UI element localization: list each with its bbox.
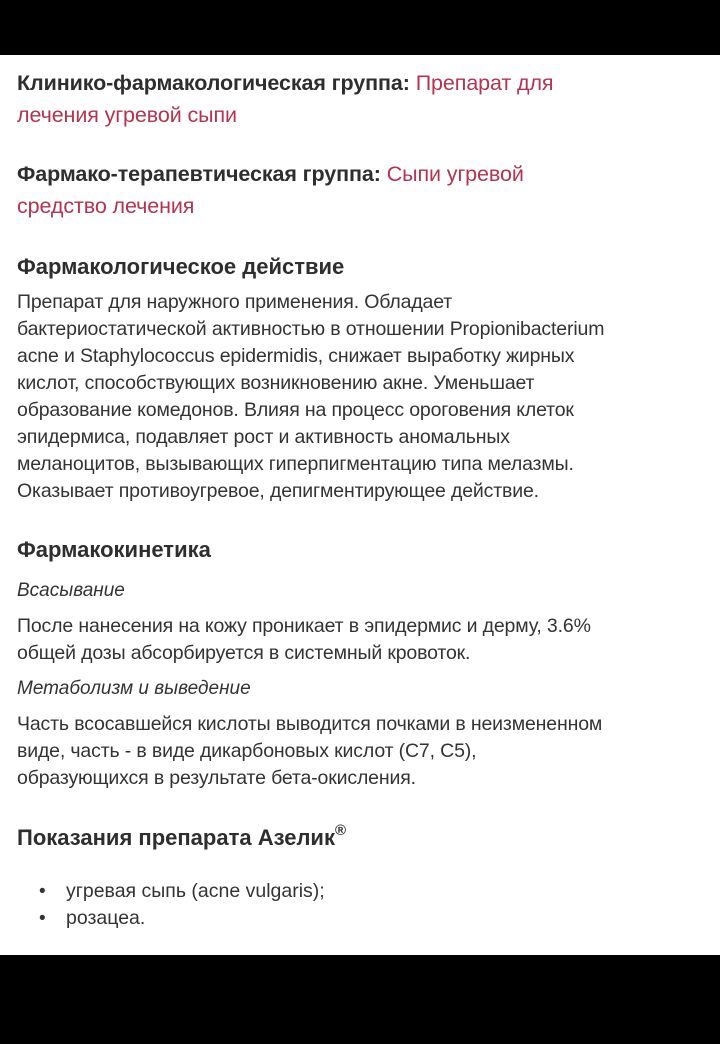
- therapeutic-group: [17, 158, 524, 222]
- clinical-group-label: Клинико-фармакологическая группа:: [17, 71, 410, 95]
- absorption-title: Всасывание: [17, 580, 125, 601]
- pharm-action-line: образование комедонов. Влияя на процесс ороговения клеток: [17, 399, 574, 421]
- metabolism-line: виде, часть - в виде дикарбоновых кислот (C7, C5),: [17, 740, 477, 762]
- indications-heading-text: Показания препарата Азелик: [17, 825, 335, 850]
- indications-section: [17, 823, 707, 932]
- list-item-text: угревая сыпь (acne vulgaris);: [66, 880, 325, 902]
- pharm-action-line: Оказывает противоугревое, депигментирующее действие.: [17, 480, 539, 502]
- list-item-text: розацеа.: [66, 907, 146, 929]
- absorption-line: После нанесения на кожу проникает в эпидермис и дерму, 3.6%: [17, 615, 591, 637]
- pharm-action-text: [17, 289, 707, 505]
- list-item: [17, 878, 707, 905]
- metabolism-text: [17, 711, 707, 792]
- pharm-action-line: эпидермиса, подавляет рост и активность аномальных: [17, 426, 510, 448]
- bullet: •: [39, 881, 46, 902]
- therapeutic-group-value-1: Сыпи угревой: [386, 162, 524, 186]
- clinical-group-value-2: лечения угревой сыпи: [17, 103, 237, 127]
- metabolism-line: Часть всосавшейся кислоты выводится почками в неизмененном: [17, 713, 603, 735]
- pharmacokinetics-heading: Фармакокинетика: [17, 537, 211, 562]
- pharm-action-line: бактериостатической активностью в отношении Propionibacterium: [17, 318, 605, 340]
- therapeutic-group-label: Фармако-терапевтическая группа:: [17, 162, 381, 186]
- pharmacokinetics-section: [17, 535, 707, 792]
- metabolism-title: Метаболизм и выведение: [17, 678, 251, 699]
- list-item: [17, 905, 707, 932]
- therapeutic-group-value-2: средство лечения: [17, 194, 195, 218]
- bullet: •: [39, 908, 46, 929]
- document-page: [0, 55, 720, 955]
- pharm-action-line: acne и Staphylococcus epidermidis, снижает выработку жирных: [17, 345, 575, 367]
- pharm-action-heading: Фармакологическое действие: [17, 254, 345, 279]
- absorption-text: [17, 613, 707, 667]
- pharm-action-line: Препарат для наружного применения. Обладает: [17, 291, 453, 313]
- clinical-group-value-1: Препарат для: [415, 71, 554, 95]
- pharm-action-line: меланоцитов, вызывающих гиперпигментацию типа мелазмы.: [17, 453, 574, 475]
- trademark-symbol: ®: [334, 821, 347, 839]
- absorption-line: общей дозы абсорбируется в системный кровоток.: [17, 642, 471, 664]
- indications-list: [17, 878, 707, 932]
- metabolism-line: образующихся в результате бета-окисления.: [17, 767, 416, 789]
- pharm-action-section: [17, 252, 707, 505]
- clinical-group: [17, 67, 553, 131]
- indications-heading: [17, 823, 707, 853]
- pharm-action-line: кислот, способствующих возникновению акне. Уменьшает: [17, 372, 535, 394]
